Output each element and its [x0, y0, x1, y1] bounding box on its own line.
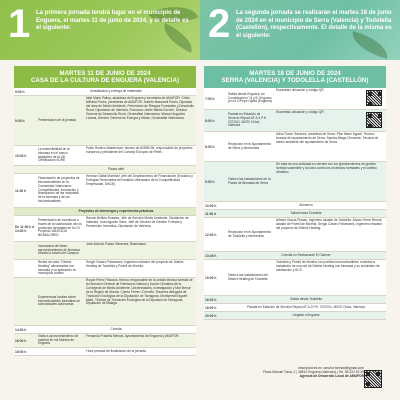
schedule-row [14, 334, 196, 348]
row-speakers: Roque Pérez Palacios, técnico responsable de la unidad técnica forestal de la Dirección General de Patrimonio Natural y Acción Climática de la Consejería de Medio Ambiente, Universidades, Investigación y Mar Menor de la Región de Murcia. Carme Ferrer i Cervelló, Tesorera delegada de Transición Ecológica de la Diputación de Tarragona. Montserrat Esgueit Martí, Técnica de Transición Ecológica de la Diputació de Tarragona. Diputación de Málaga. [86, 278, 193, 306]
schedule-header: MARTES 18 DE JUNIO DE 2024 SERRA (VALENCIA) Y TODOLELLA (CASTELLÓN) [204, 66, 386, 88]
day-intro: La primera jornada tendrá lugar en el municipio de Enguera, el martes 11 de junio de 2024, y lo detalle es el siguiente: [36, 10, 189, 31]
row-activity: Comida [110, 326, 122, 331]
row-speakers: Todolella y Portell de Morella, los pueblos biocombustibles: muestra la instalación de una red de District Heating con biomasa y su suministro de calefacción y ACS. [276, 260, 380, 272]
schedule-row [204, 252, 386, 260]
row-time: 18:00 h [205, 305, 217, 310]
row-activity: Llegada a Enguera [292, 312, 320, 317]
agency-line: Agencia de Desarrollo Local de AMUFOR [299, 374, 364, 379]
row-activity: Incubadora de ideas: aprovechamiento de biomasa forestal a través del Campus [38, 243, 80, 256]
row-time [14, 260, 36, 277]
schedule-row [204, 162, 386, 202]
row-activity: Visita a aprovechamiento de madera en los Montes de Enguera [38, 333, 79, 346]
schedule-row [204, 132, 386, 162]
schedule-row [14, 166, 196, 174]
row-activity: Financiación de proyectos de biocombustibles en la Comunidad Valenciana: Competitividad, innovación y financiación de las industrias de la biomasa y de los biocombustibles [38, 175, 80, 204]
row-activity: Salida desde Todolella [290, 296, 322, 301]
row-time [14, 166, 36, 173]
row-activity: Visita a las instalaciones de la Planta de Biomasa de Serra [228, 176, 271, 185]
schedule-row [204, 110, 386, 132]
row-time: 16:00 h [15, 338, 27, 343]
row-activity: Experiencias locales sobre biocombustibles forestales en comunidades autónomas [38, 294, 80, 307]
row-activity: Salida desde Enguera: Av. Constitución n° 8 y B. Enguera (en la C/Pepe Ojeda (Enguera) [228, 91, 272, 104]
row-time: 12:30 h [205, 232, 217, 237]
row-time: 15:00 h [205, 275, 217, 280]
row-activity: Parada en Estación de Servicio Repsol AT A-3 P.K. 237200 | 46370 Chiva, Valencia [247, 304, 365, 309]
row-activity: Acreditación y entrega de materiales [90, 88, 142, 93]
row-activity: Comida en Restaurante El Clariner [281, 252, 331, 257]
schedule-row [14, 216, 196, 242]
row-activity: Presentación de incentivos a través de la valorización de los productos forestales en la CV. Proyecto VALENCIA BIOMAL2RED [38, 217, 82, 238]
row-activity: Visita a las instalaciones del District Heating de Todolella [228, 272, 268, 281]
schedule-header: MARTES 11 DE JUNIO DE 2024 CASA DE LA CULTURA DE ENGUERA (VALENCIA) [14, 66, 196, 88]
contact-footer [204, 366, 386, 396]
row-activity: Presentación de la jornada [38, 117, 76, 122]
schedule-row [204, 88, 386, 110]
row-time: 18:00 h [15, 349, 27, 354]
day-number: 1 [8, 2, 31, 46]
row-time [14, 208, 36, 215]
schedule-row [204, 260, 386, 296]
day-number: 2 [208, 2, 231, 46]
row-speakers: Escanéalo ubicación y código QR [276, 110, 324, 114]
row-time: 9:00 h [205, 179, 215, 184]
row-activity: La sostenibilidad de la biomasa en el marco legislativo de la UE: Certificación SURE [38, 146, 70, 163]
banner-day-one [0, 0, 200, 60]
registration-line[interactable]: Inscripciones en: amufor.forestal@gmail.com [298, 366, 364, 370]
qr-code-icon[interactable] [364, 370, 382, 388]
row-speakers: Alicia Tusón Sánchez, alcaldesa de Serra. Pilar Marín Agusti, Técnico forestal del ayuntamiento de Serra. Sandra Aliaga Clemente, Técnica de medio ambiente del ayuntamiento de Serra. [276, 132, 379, 144]
row-time: 7:00 h [205, 96, 215, 101]
schedule-row [14, 146, 196, 166]
schedule-rows [204, 88, 386, 320]
row-time: 16:30 h [205, 297, 217, 302]
day-intro: La segunda jornada se realizarán el martes 18 de junio de 2024 en el municipio de Serra (Valencia) y Todolella (Castellón), respectivamente. El detalle de la misma es el siguiente: [236, 10, 392, 39]
row-speakers: Fernando Pradells Menosi, Ayuntamiento de Enguera y AMUFOR. [86, 334, 180, 338]
schedule-row [204, 210, 386, 218]
row-activity: Pausa café [108, 166, 124, 171]
row-speakers: José Antonio Pastor Menezes, Bioemasus. [86, 242, 147, 246]
row-time: 13:45 h [205, 253, 217, 258]
row-time: De 11:30 h a 14:00 h [15, 224, 35, 233]
schedule-row [14, 278, 196, 326]
banner-day-two [200, 0, 400, 60]
row-time: 11:00 h [205, 211, 217, 216]
row-activity: Almuerzo [299, 202, 313, 207]
row-activity: Redes de calor "District Heating" alimentadas con biomasa y su aplicación en municipios rurales [38, 259, 77, 276]
row-time: 11:00 h [15, 188, 27, 193]
row-time [14, 242, 36, 259]
row-time: 10:00 h [15, 153, 27, 158]
schedule-row [14, 242, 196, 260]
row-activity: Recepción en el Ayuntamiento de Serra y bienvenida [228, 141, 272, 150]
schedule-row [14, 326, 196, 334]
schedule-row [204, 296, 386, 304]
schedule-row [14, 348, 196, 356]
row-time: 10:00 h [205, 203, 217, 208]
schedule-row [14, 174, 196, 208]
row-time: 20:00 h [205, 313, 217, 318]
schedule-row [14, 260, 196, 278]
row-speakers: Pablo Rodero Masdemont, técnico de AVEBIOM, responsable de proyectos europeos y presidente del Consejo Europeo de Pellet. [86, 146, 193, 154]
schedule-rows [14, 88, 196, 356]
row-time: 8:00 h [205, 118, 215, 123]
row-speakers: Se trata de una actividad en ciernes con los planteamientos de gestión forestal sostenible y la lucha contra los incendios forestales y el cambio climático. [276, 162, 377, 174]
row-time [14, 278, 36, 325]
schedule-row [204, 202, 386, 210]
row-time: 9:00 h [15, 89, 25, 94]
schedule-row [204, 218, 386, 252]
schedule-row [14, 88, 196, 96]
schedule-day-two [204, 66, 386, 320]
row-speakers: Ramón Bellido Rosales, Jefe de Servicio Medio Ambiente, Diputación de Valencia. Juan Agustín Sáez, Jefe de Sección de Gestión Forestal y Prevención Incendios, Diputación de Valencia. [86, 216, 189, 228]
schedule-row [14, 208, 196, 216]
row-activity: Salida hacia Todolella [290, 210, 322, 215]
row-speakers: Alfredo Gracia Planas, Ingeniero alcalde de Todolella. Álvaro Ferrer Bernal, alcalde de Portell de Morella. Sergio Casero Palomares, Ingeniero redactor del proyecto de District Heating. [276, 218, 383, 230]
row-speakers: Sergio Casero Palomares, Ingeniero redactor del proyecto de District Heating de Todolella y Portell de Morella. [86, 260, 184, 268]
row-speakers: Hermán Gallat Martínez, jefe del Departamento de Financiación (Estudios y Energías Renovables del Instituto Valenciano de la Competitividad Empresarial, IVACE). [86, 174, 193, 186]
row-time: 8:30 h [205, 144, 215, 149]
address-line: Plaza Manuel Tolsá, 2 | 46810 Enguera (Valencia) | Tel. 96 222 52 28 [263, 370, 364, 375]
row-activity: Hora prevista de finalización de la jornada [86, 348, 146, 353]
row-time: 14:00 h [15, 327, 27, 332]
row-speakers: Escanéalo ubicación y código QR [276, 88, 324, 92]
row-time: 9:30 h [15, 118, 25, 123]
schedule-row [204, 304, 386, 312]
row-activity: Parada en Estación de Servicio Repsol AT A-3 P.K. 237200 | 46370 Chiva, Valencia [228, 111, 267, 128]
qr-code-icon[interactable] [366, 112, 382, 128]
row-activity: Recepción en el Ayuntamiento de Todolella y bienvenida [228, 229, 272, 238]
schedule-day-one [14, 66, 196, 356]
row-speakers: Mari Marin Pallop, alcaldesa de Enguera y secretaria de AMUFOR. Chelo Aliñana Poves, presidenta de AMUFOR. Andrés Mascarell Pardo, Diputado del área de Medio Ambiente, Prevención de Riesgos Forestales y Desarrollo Rural, Diputación de Valencia. Francisco Javier Benito Escrich, Director General de Desarrollo Rural, Generalitat Valenciana. Manuel Argudino Lizama, Director General de Energía y Minas, Generalitat Valenciana. [86, 96, 194, 120]
qr-code-icon[interactable] [366, 90, 382, 106]
schedule-row [204, 312, 386, 320]
section-heading: Proyectos de bioenergía y experiencias prácticas [78, 208, 154, 213]
schedule-row [14, 96, 196, 146]
